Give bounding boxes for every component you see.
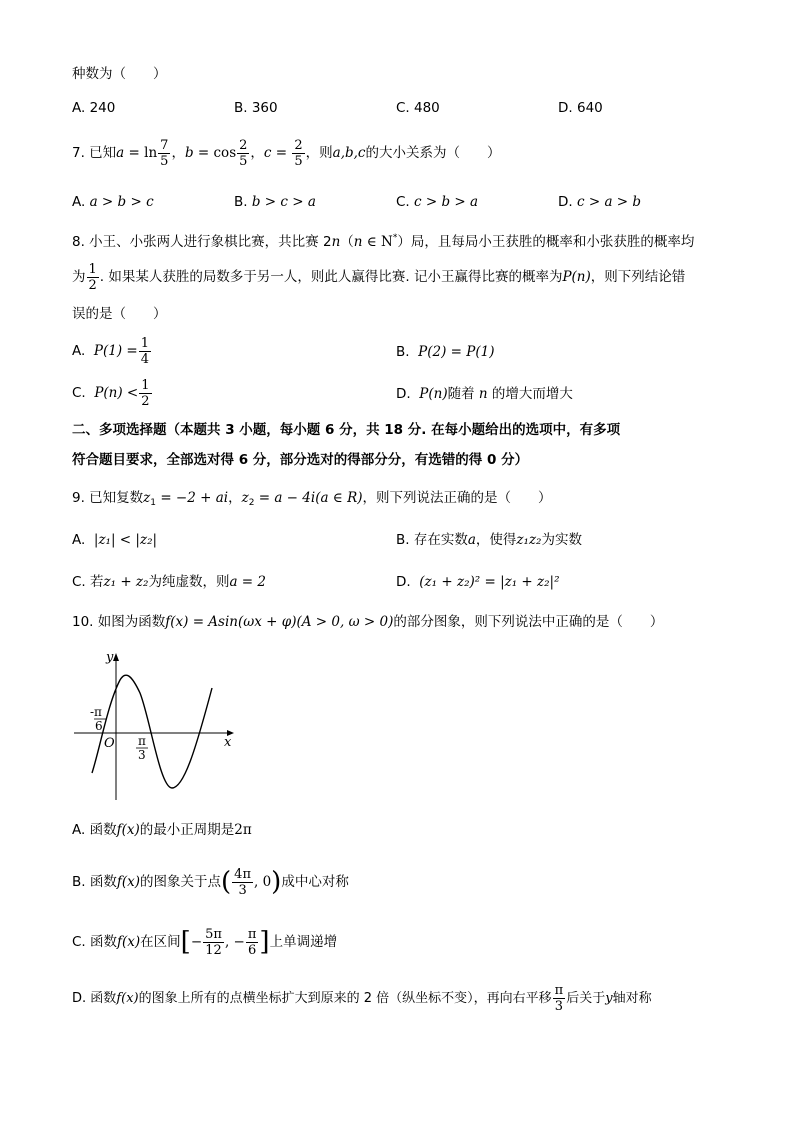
- q10-option-c: C. 函数f(x)在区间[− $\frac{5\pi}{12}$ , − $\frac{\pi}{6}$ ]上单调递增: [72, 926, 338, 958]
- q10-option-b: B. 函数f(x)的图象关于点( $\frac{4\pi}{3}$ , 0)成中心对称: [72, 866, 349, 898]
- pi-third-label: π: [138, 734, 146, 748]
- q8-option-a: A. P(1) = $\frac{1}{4}$: [72, 335, 149, 367]
- q7-option-b: B. b > c > a: [234, 194, 316, 210]
- q10-stem: 10. 如图为函数f(x) = Asin(ωx + φ)(A > 0, ω > 0)的部分图象，则下列说法中正确的是（ ）: [72, 614, 664, 630]
- q8-option-d: D. P(n)随着 n 的增大而增大: [396, 386, 573, 402]
- x-axis-label: x: [224, 735, 232, 750]
- q10-graph: [72, 648, 242, 804]
- q8-option-b: B. P(2) = P(1): [396, 344, 495, 360]
- pi-third-den: 3: [138, 748, 146, 762]
- q8-stem-line2: 为 $\frac{1}{2}$ . 如果某人获胜的局数多于另一人，则此人赢得比赛. 记小王赢得比赛的概率为P(n)，则下列结论错: [72, 261, 686, 293]
- q6-option-a: A. 240: [72, 100, 116, 116]
- q6-option-b: B. 360: [234, 100, 278, 116]
- q8-option-c: C. P(n) < $\frac{1}{2}$: [72, 377, 150, 409]
- q6-stem-tail: 种数为（ ）: [72, 66, 167, 82]
- q6-option-c: C. 480: [396, 100, 440, 116]
- q7-option-c: C. c > b > a: [396, 194, 479, 210]
- q7-option-d: D. c > a > b: [558, 194, 642, 210]
- q9-option-b: B. 存在实数a，使得z₁z₂为实数: [396, 532, 582, 548]
- origin-label: O: [104, 736, 115, 751]
- q8-stem-line3: 误的是（ ）: [72, 306, 167, 322]
- q9-stem: 9. 已知复数$z_1 = -2$ + ai，$z_2 = a - 4i(a$ ∈ R)，则下列说法正确的是（ ）: [72, 490, 552, 508]
- q10-option-d: D. 函数f(x)的图象上所有的点横坐标扩大到原来的 2 倍（纵坐标不变），再向右平移 $\frac{\pi}{3}$ 后关于y轴对称: [72, 983, 652, 1014]
- q9-option-d: D. (z₁ + z₂)² = |z₁ + z₂|²: [396, 574, 560, 590]
- q9-option-a: A. |z₁| < |z₂|: [72, 532, 158, 548]
- q8-stem-line1: 8. 小王、小张两人进行象棋比赛，共比赛 2n（n ∈ N*）局，且每局小王获胜的概率和小张获胜的概率均: [72, 233, 695, 250]
- q10-option-a: A. 函数f(x)的最小正周期是2π: [72, 822, 252, 838]
- neg-pi-label: -π: [90, 705, 102, 719]
- y-axis-arrow: [113, 653, 119, 661]
- neg-pi-den: 6: [95, 719, 103, 733]
- q7-stem: 7. 已知a = ln $\frac{7}{5}$ ，b = cos $\frac{2}{5}$ ，c = $\frac{2}{5}$ ，则a,b,c的大小关系为（ ）: [72, 137, 501, 169]
- section2-heading-line2: 符合题目要求，全部选对得 6 分，部分选对的得部分分，有选错的得 0 分）: [72, 452, 529, 468]
- q6-option-d: D. 640: [558, 100, 603, 116]
- q9-option-c: C. 若z₁ + z₂为纯虚数，则a = 2: [72, 574, 267, 590]
- sine-curve: [92, 675, 212, 788]
- section2-heading-line1: 二、多项选择题（本题共 3 小题，每小题 6 分，共 18 分. 在每小题给出的选项中，有多项: [72, 422, 621, 438]
- q7-option-a: A. a > b > c: [72, 194, 154, 210]
- y-axis-label: y: [106, 650, 114, 665]
